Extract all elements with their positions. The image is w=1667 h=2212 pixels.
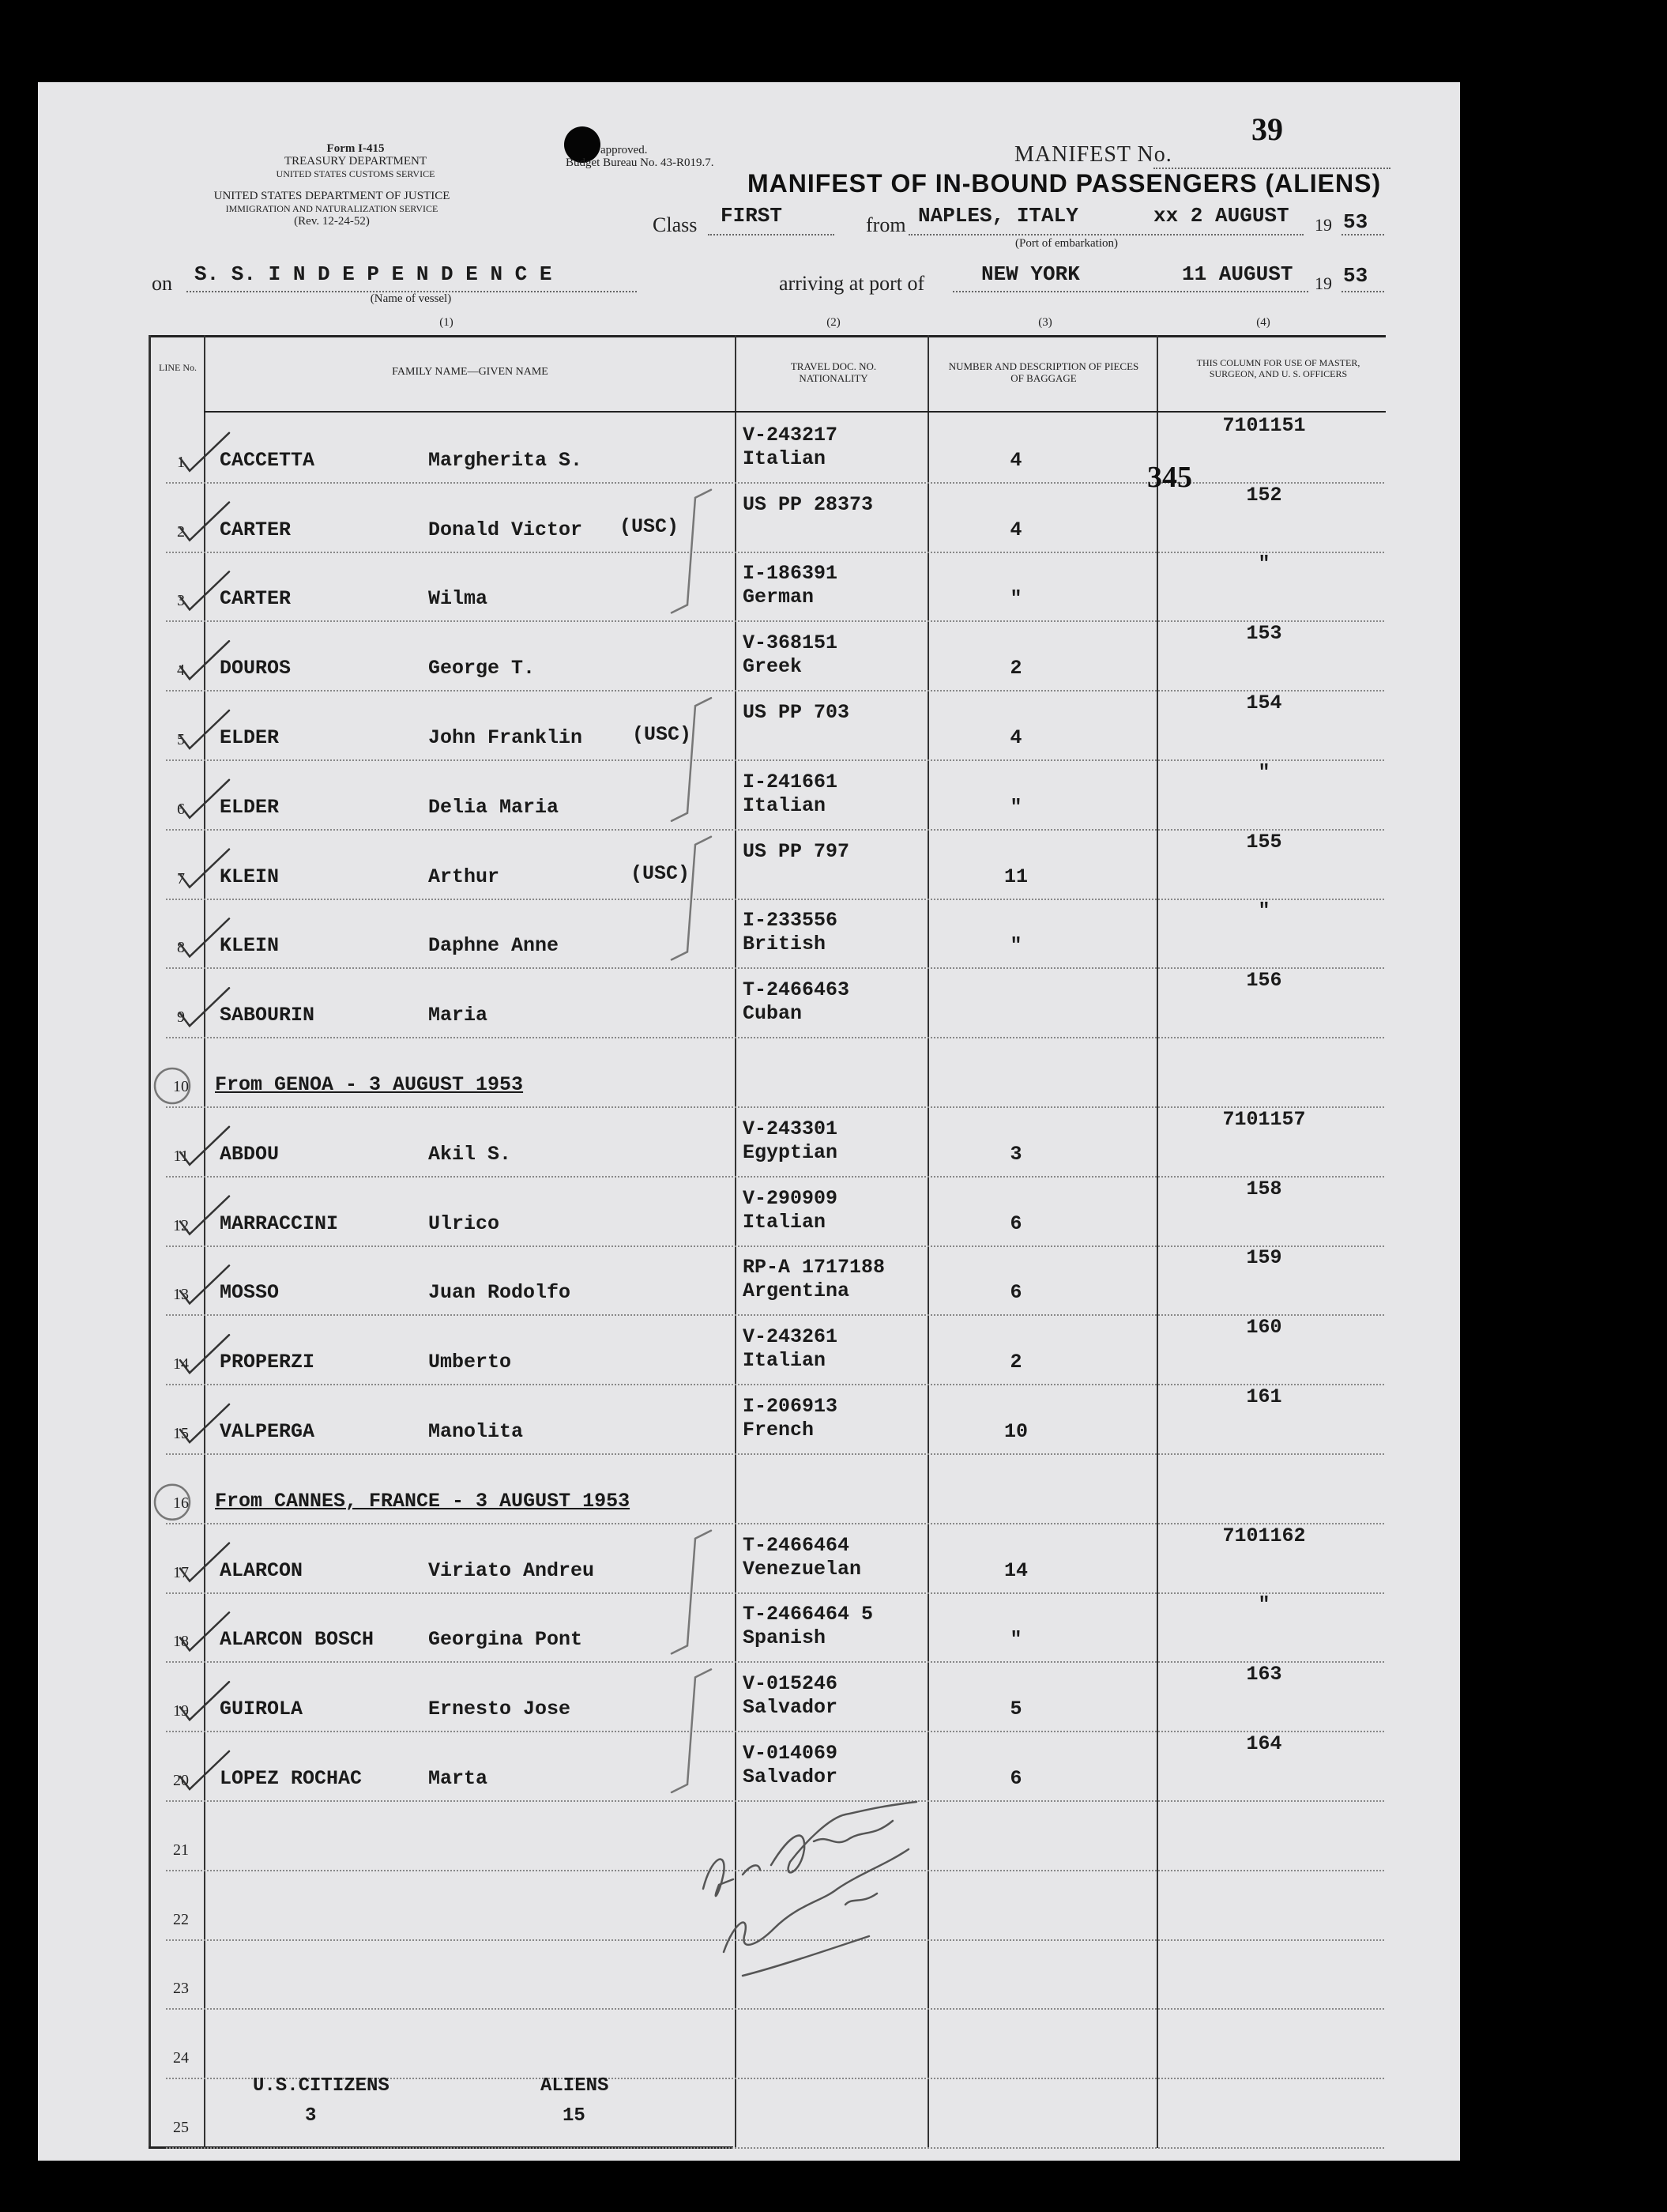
page-number: 39 xyxy=(1251,111,1283,147)
officer-code: 152 xyxy=(1246,483,1282,507)
baggage-count: 5 xyxy=(1010,1698,1022,1721)
family-name: KLEIN xyxy=(220,865,280,888)
baggage-count: " xyxy=(1010,1628,1022,1652)
line-number: 5 xyxy=(177,731,185,748)
family-name: VALPERGA xyxy=(220,1420,315,1443)
class-value: FIRST xyxy=(721,204,783,228)
given-name: Daphne Anne xyxy=(428,934,559,958)
line-number: 22 xyxy=(173,1910,189,1928)
baggage-count: 6 xyxy=(1010,1281,1022,1305)
year-line-1 xyxy=(1342,234,1384,236)
family-name: GUIROLA xyxy=(220,1698,303,1721)
nationality: Italian xyxy=(743,1349,826,1373)
officer-code: 154 xyxy=(1246,691,1282,714)
from-line xyxy=(909,234,1304,236)
col-header-name: FAMILY NAME—GIVEN NAME xyxy=(392,366,548,378)
line-number: 4 xyxy=(177,661,185,680)
line-number: 3 xyxy=(177,592,185,610)
travel-doc-no: US PP 28373 xyxy=(743,492,874,516)
nationality: Spanish xyxy=(743,1626,826,1650)
family-name: ALARCON BOSCH xyxy=(220,1628,374,1652)
year-2: 53 xyxy=(1343,264,1368,288)
baggage-count: " xyxy=(1010,795,1022,819)
given-name: Umberto xyxy=(428,1351,512,1374)
form-id: Form I-415 xyxy=(326,142,385,155)
family-name: MARRACCINI xyxy=(220,1212,339,1235)
col-header-baggage: NUMBER AND DESCRIPTION OF PIECES OF BAGGAGE xyxy=(948,360,1139,384)
line-number: 11 xyxy=(173,1147,189,1165)
travel-doc-no: I-206913 xyxy=(743,1395,838,1418)
col-num-2: (2) xyxy=(826,316,841,329)
given-name: Akil S. xyxy=(428,1142,512,1166)
nationality: British xyxy=(743,933,826,956)
family-name: SABOURIN xyxy=(220,1004,315,1027)
nationality: Cuban xyxy=(743,1002,803,1026)
usc-tag: (USC) xyxy=(619,514,679,538)
officer-code: 156 xyxy=(1246,969,1282,993)
year-1: 53 xyxy=(1343,210,1368,234)
given-name: Ernesto Jose xyxy=(428,1698,571,1721)
customs-service: UNITED STATES CUSTOMS SERVICE xyxy=(276,168,435,179)
given-name: Ulrico xyxy=(428,1212,500,1235)
line-number: 13 xyxy=(173,1286,189,1304)
given-name: Delia Maria xyxy=(428,795,559,819)
line-number: 2 xyxy=(177,522,185,541)
section-heading: From GENOA - 3 AUGUST 1953 xyxy=(215,1073,524,1096)
travel-doc-no: US PP 797 xyxy=(743,839,850,863)
row-rule xyxy=(166,1453,1384,1455)
nationality: Venezuelan xyxy=(743,1557,862,1581)
given-name: Maria xyxy=(428,1004,488,1027)
officer-code: " xyxy=(1258,899,1270,923)
nationality: Salvador xyxy=(743,1765,838,1788)
header-underline xyxy=(204,411,1386,413)
manifest-no-label: MANIFEST No. xyxy=(1014,142,1172,167)
travel-doc-no: V-015246 xyxy=(743,1672,838,1696)
line-number: 16 xyxy=(173,1494,189,1512)
baggage-count: 6 xyxy=(1010,1212,1022,1235)
family-name: CARTER xyxy=(220,587,292,611)
given-name: Juan Rodolfo xyxy=(428,1281,571,1305)
row-rule xyxy=(166,2008,1384,2010)
nationality: German xyxy=(743,586,815,609)
travel-doc-no: V-290909 xyxy=(743,1186,838,1210)
officer-code: 7101151 xyxy=(1222,413,1306,437)
given-name: Wilma xyxy=(428,587,488,611)
annotation-345: 345 xyxy=(1147,461,1192,494)
travel-doc-no: T-2466464 xyxy=(743,1533,850,1557)
travel-doc-no: I-233556 xyxy=(743,909,838,933)
family-name: CACCETTA xyxy=(220,448,315,472)
baggage-count: " xyxy=(1010,934,1022,958)
line-number: 17 xyxy=(173,1563,189,1581)
family-name: ALARCON xyxy=(220,1558,303,1582)
aliens-label: ALIENS xyxy=(540,2075,609,2097)
col-divider-officers xyxy=(1157,335,1158,2148)
officer-code: " xyxy=(1258,552,1270,576)
nationality: Egyptian xyxy=(743,1140,838,1164)
given-name: Viriato Andreu xyxy=(428,1558,595,1582)
line-number: 18 xyxy=(173,1633,189,1651)
line-number: 24 xyxy=(173,2049,189,2067)
year-prefix-1: 19 xyxy=(1315,215,1332,235)
col-header-officers: THIS COLUMN FOR USE OF MASTER, SURGEON, AND U. S. OFFICERS xyxy=(1196,357,1360,379)
travel-doc-no: V-243261 xyxy=(743,1325,838,1349)
given-name: Margherita S. xyxy=(428,448,583,472)
officer-code: 164 xyxy=(1246,1732,1282,1755)
officer-code: 160 xyxy=(1246,1316,1282,1340)
col-header-line: LINE No. xyxy=(159,362,197,373)
given-name: Donald Victor xyxy=(428,518,583,541)
doj-title: UNITED STATES DEPARTMENT OF JUSTICE xyxy=(213,190,450,202)
arrival-line xyxy=(953,291,1308,292)
citizens-label: U.S.CITIZENS xyxy=(253,2075,389,2097)
line-number: 8 xyxy=(177,939,185,957)
nationality: Italian xyxy=(743,1210,826,1234)
row-rule xyxy=(166,2147,1384,2149)
travel-doc-no: V-014069 xyxy=(743,1742,838,1765)
baggage-count: 4 xyxy=(1010,518,1022,541)
family-name: LOPEZ ROCHAC xyxy=(220,1767,363,1790)
vessel-caption: (Name of vessel) xyxy=(370,292,452,305)
revision: (Rev. 12-24-52) xyxy=(294,215,370,228)
inspector-signature xyxy=(695,1786,932,1992)
officer-code: 163 xyxy=(1246,1663,1282,1686)
line-number: 7 xyxy=(177,869,185,887)
baggage-count: 2 xyxy=(1010,657,1022,680)
officer-code: 159 xyxy=(1246,1246,1282,1270)
col-num-4: (4) xyxy=(1256,316,1270,329)
from-label: from xyxy=(866,213,906,236)
baggage-count: 4 xyxy=(1010,448,1022,472)
officer-code: " xyxy=(1258,1593,1270,1617)
officer-code: 158 xyxy=(1246,1177,1282,1200)
travel-doc-no: US PP 703 xyxy=(743,701,850,724)
given-name: Marta xyxy=(428,1767,488,1790)
arrival-port: NEW YORK xyxy=(981,262,1080,286)
family-name: CARTER xyxy=(220,518,292,541)
family-name: KLEIN xyxy=(220,934,280,958)
given-name: Arthur xyxy=(428,865,500,888)
citizens-value: 3 xyxy=(305,2105,317,2127)
officer-code: " xyxy=(1258,760,1270,784)
vessel-name: S. S. I N D E P E N D E N C E xyxy=(194,262,552,286)
col-num-3: (3) xyxy=(1038,316,1052,329)
arriving-label: arriving at port of xyxy=(779,272,925,295)
travel-doc-no: V-243217 xyxy=(743,423,838,447)
arrival-date: 11 AUGUST xyxy=(1182,262,1293,286)
nationality: French xyxy=(743,1419,815,1441)
year-prefix-2: 19 xyxy=(1315,273,1332,293)
officer-code: 161 xyxy=(1246,1385,1282,1408)
embark-date: xx 2 AUGUST xyxy=(1153,204,1289,228)
line-number: 23 xyxy=(173,1980,189,1998)
family-name: DOUROS xyxy=(220,657,292,680)
family-name: MOSSO xyxy=(220,1281,280,1305)
nationality: Italian xyxy=(743,447,826,470)
officer-code: 155 xyxy=(1246,830,1282,854)
line-number: 1 xyxy=(177,453,185,471)
port-embark-caption: (Port of embarkation) xyxy=(1015,237,1118,250)
table-left-border xyxy=(149,335,151,2148)
line-number: 21 xyxy=(173,1841,189,1859)
given-name: Manolita xyxy=(428,1420,524,1443)
col-divider-line xyxy=(204,335,205,2148)
line-number: 15 xyxy=(173,1425,189,1442)
officer-code: 153 xyxy=(1246,622,1282,646)
given-name: George T. xyxy=(428,657,536,680)
baggage-count: 11 xyxy=(1003,865,1028,888)
ins-title: IMMIGRATION AND NATURALIZATION SERVICE xyxy=(225,203,438,214)
line-number: 14 xyxy=(173,1355,189,1374)
travel-doc-no: I-186391 xyxy=(743,562,838,586)
usc-tag: (USC) xyxy=(630,861,691,885)
row-rule xyxy=(166,1037,1384,1038)
line-number: 10 xyxy=(173,1078,189,1095)
budget-bureau: Budget Bureau No. 43-R019.7. xyxy=(566,156,714,169)
travel-doc-no: V-243301 xyxy=(743,1117,838,1140)
family-name: PROPERZI xyxy=(220,1351,315,1374)
given-name: Georgina Pont xyxy=(428,1628,583,1652)
travel-doc-no: V-368151 xyxy=(743,631,838,655)
given-name: John Franklin xyxy=(428,726,583,749)
baggage-count: 4 xyxy=(1010,726,1022,749)
nationality: Greek xyxy=(743,655,803,679)
class-line xyxy=(708,234,834,236)
baggage-count: 2 xyxy=(1010,1351,1022,1374)
year-line-2 xyxy=(1342,291,1384,292)
nationality: Italian xyxy=(743,793,826,817)
line-number: 12 xyxy=(173,1216,189,1234)
baggage-count: " xyxy=(1010,587,1022,611)
family-name: ELDER xyxy=(220,795,280,819)
nationality: Argentina xyxy=(743,1279,850,1303)
travel-doc-no: T-2466464 5 xyxy=(743,1603,874,1626)
on-label: on xyxy=(152,272,172,295)
travel-doc-no: I-241661 xyxy=(743,770,838,793)
treasury-dept: TREASURY DEPARTMENT xyxy=(284,155,427,168)
line-number: 6 xyxy=(177,800,185,818)
aliens-value: 15 xyxy=(563,2105,585,2127)
col-num-1: (1) xyxy=(439,316,453,329)
line-number: 25 xyxy=(173,2119,189,2136)
manifest-title: MANIFEST OF IN-BOUND PASSENGERS (ALIENS) xyxy=(747,169,1382,198)
col-header-doc: TRAVEL DOC. NO. NATIONALITY xyxy=(790,360,877,384)
line-number: 19 xyxy=(173,1702,189,1720)
baggage-count: 3 xyxy=(1010,1142,1022,1166)
officer-code: 7101162 xyxy=(1222,1524,1306,1547)
usc-tag: (USC) xyxy=(632,723,692,746)
embark-port: NAPLES, ITALY xyxy=(918,204,1078,228)
family-name: ELDER xyxy=(220,726,280,749)
baggage-count: 6 xyxy=(1010,1767,1022,1790)
family-name: ABDOU xyxy=(220,1142,280,1166)
travel-doc-no: RP-A 1717188 xyxy=(743,1256,886,1279)
approved-note: approved. xyxy=(600,144,648,156)
baggage-count: 14 xyxy=(1003,1558,1028,1582)
travel-doc-no: T-2466463 xyxy=(743,978,850,1002)
line-number: 20 xyxy=(173,1772,189,1789)
section-heading: From CANNES, FRANCE - 3 AUGUST 1953 xyxy=(215,1489,630,1513)
baggage-count: 10 xyxy=(1003,1420,1028,1443)
line-number: 9 xyxy=(177,1008,185,1027)
nationality: Salvador xyxy=(743,1696,838,1720)
table-top-border xyxy=(149,335,1386,337)
class-label: Class xyxy=(653,213,698,236)
officer-code: 7101157 xyxy=(1222,1107,1306,1131)
